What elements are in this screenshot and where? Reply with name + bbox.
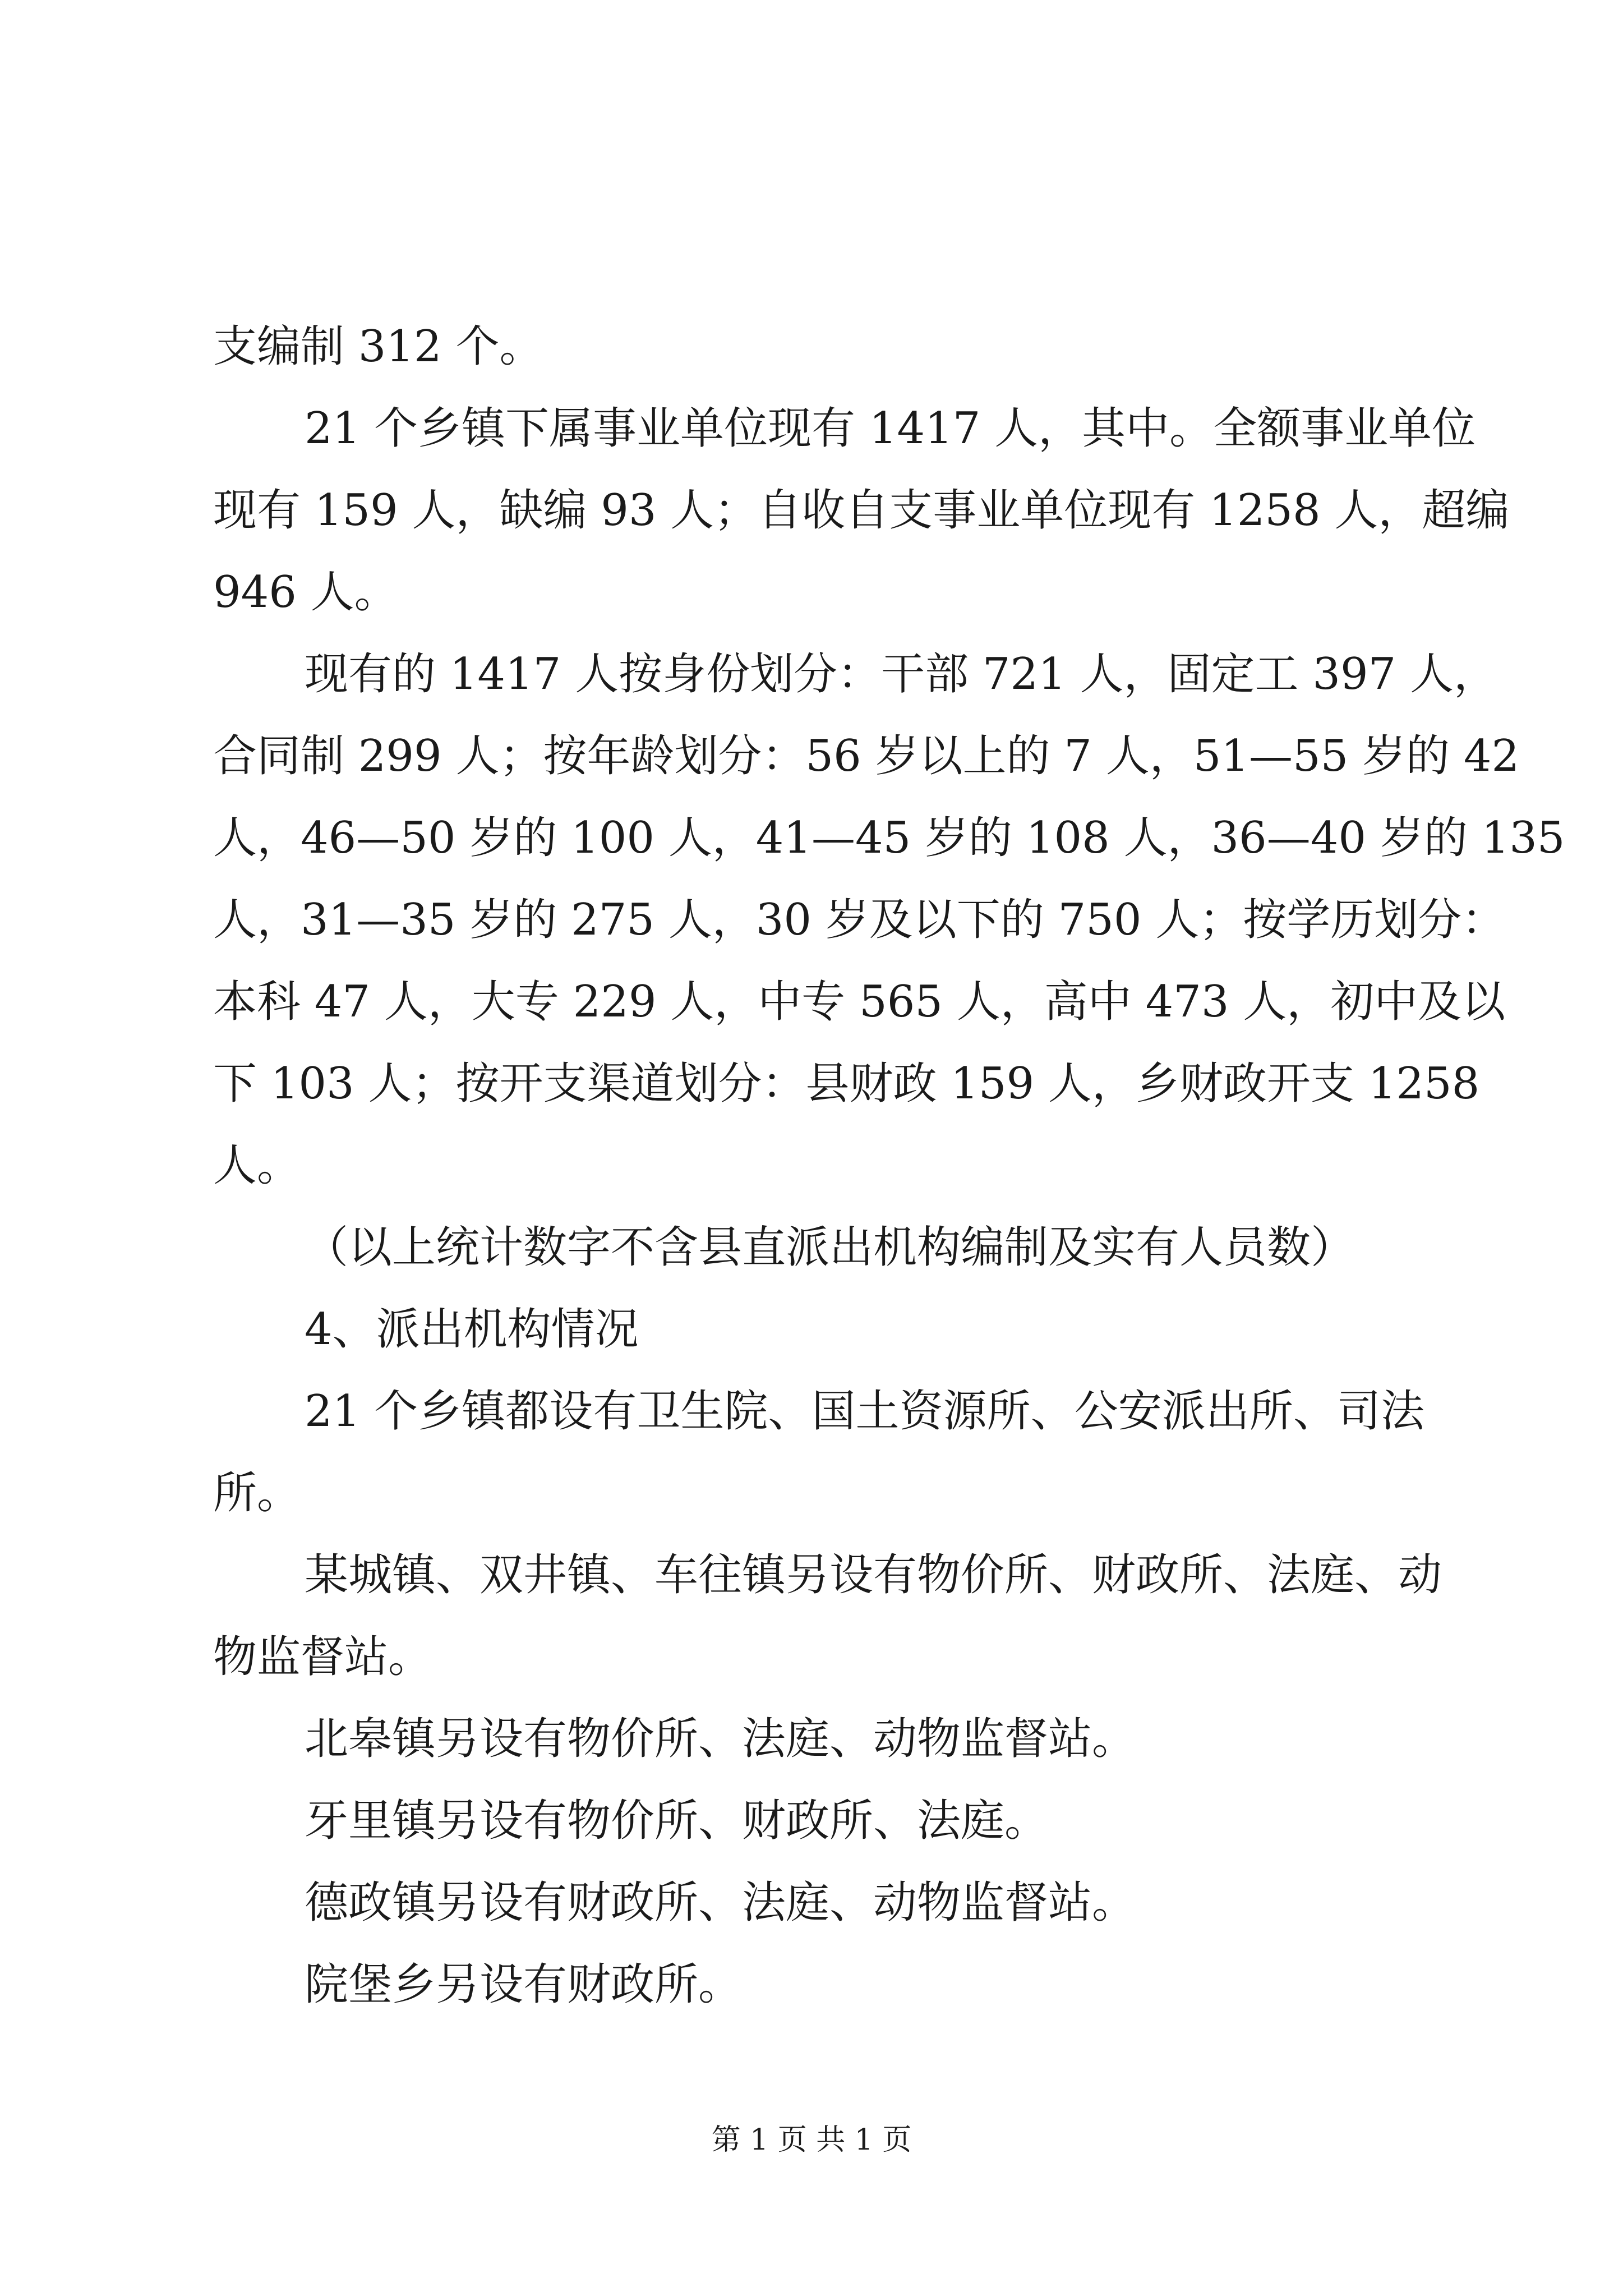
text-line: 合同制 299 人；按年龄划分：56 岁以上的 7 人，51—55 岁的 42 bbox=[213, 731, 1520, 781]
text-line: 某城镇、双井镇、车往镇另设有物价所、财政所、法庭、动 bbox=[305, 1550, 1442, 1600]
text-line: 人，46—50 岁的 100 人，41—45 岁的 108 人，36—40 岁的 135 bbox=[213, 813, 1565, 863]
page-number: 第 1 页 共 1 页 bbox=[711, 2123, 912, 2157]
text-line: （以上统计数字不含县直派出机构编制及实有人员数） bbox=[305, 1222, 1355, 1273]
text-line: 人，31—35 岁的 275 人，30 岁及以下的 750 人；按学历划分： bbox=[213, 895, 1506, 945]
text-line: 本科 47 人，大专 229 人，中专 565 人，高中 473 人，初中及以 bbox=[213, 977, 1506, 1027]
text-line: 946 人。 bbox=[213, 567, 398, 618]
text-line: 21 个乡镇都设有卫生院、国土资源所、公安派出所、司法 bbox=[305, 1386, 1424, 1437]
document-body bbox=[213, 306, 1565, 2026]
page-footer bbox=[0, 2120, 1623, 2160]
text-line: 人。 bbox=[213, 1140, 301, 1191]
text-line: 物监督站。 bbox=[213, 1632, 432, 1682]
section-heading: 4、派出机构情况 bbox=[305, 1304, 639, 1355]
text-line: 支编制 312 个。 bbox=[213, 321, 543, 372]
text-line: 现有的 1417 人按身份划分：干部 721 人，固定工 397 人， bbox=[305, 649, 1498, 700]
text-line: 所。 bbox=[213, 1468, 301, 1519]
text-line: 21 个乡镇下属事业单位现有 1417 人，其中。全额事业单位 bbox=[305, 403, 1476, 454]
text-line: 德政镇另设有财政所、法庭、动物监督站。 bbox=[305, 1878, 1136, 1928]
text-line: 下 103 人；按开支渠道划分：县财政 159 人，乡财政开支 1258 bbox=[213, 1059, 1480, 1109]
text-line: 现有 159 人，缺编 93 人；自收自支事业单位现有 1258 人，超编 bbox=[213, 485, 1510, 536]
text-line: 北皋镇另设有物价所、法庭、动物监督站。 bbox=[305, 1714, 1136, 1764]
text-line: 院堡乡另设有财政所。 bbox=[305, 1959, 743, 2010]
text-line: 牙里镇另设有物价所、财政所、法庭。 bbox=[305, 1796, 1049, 1846]
